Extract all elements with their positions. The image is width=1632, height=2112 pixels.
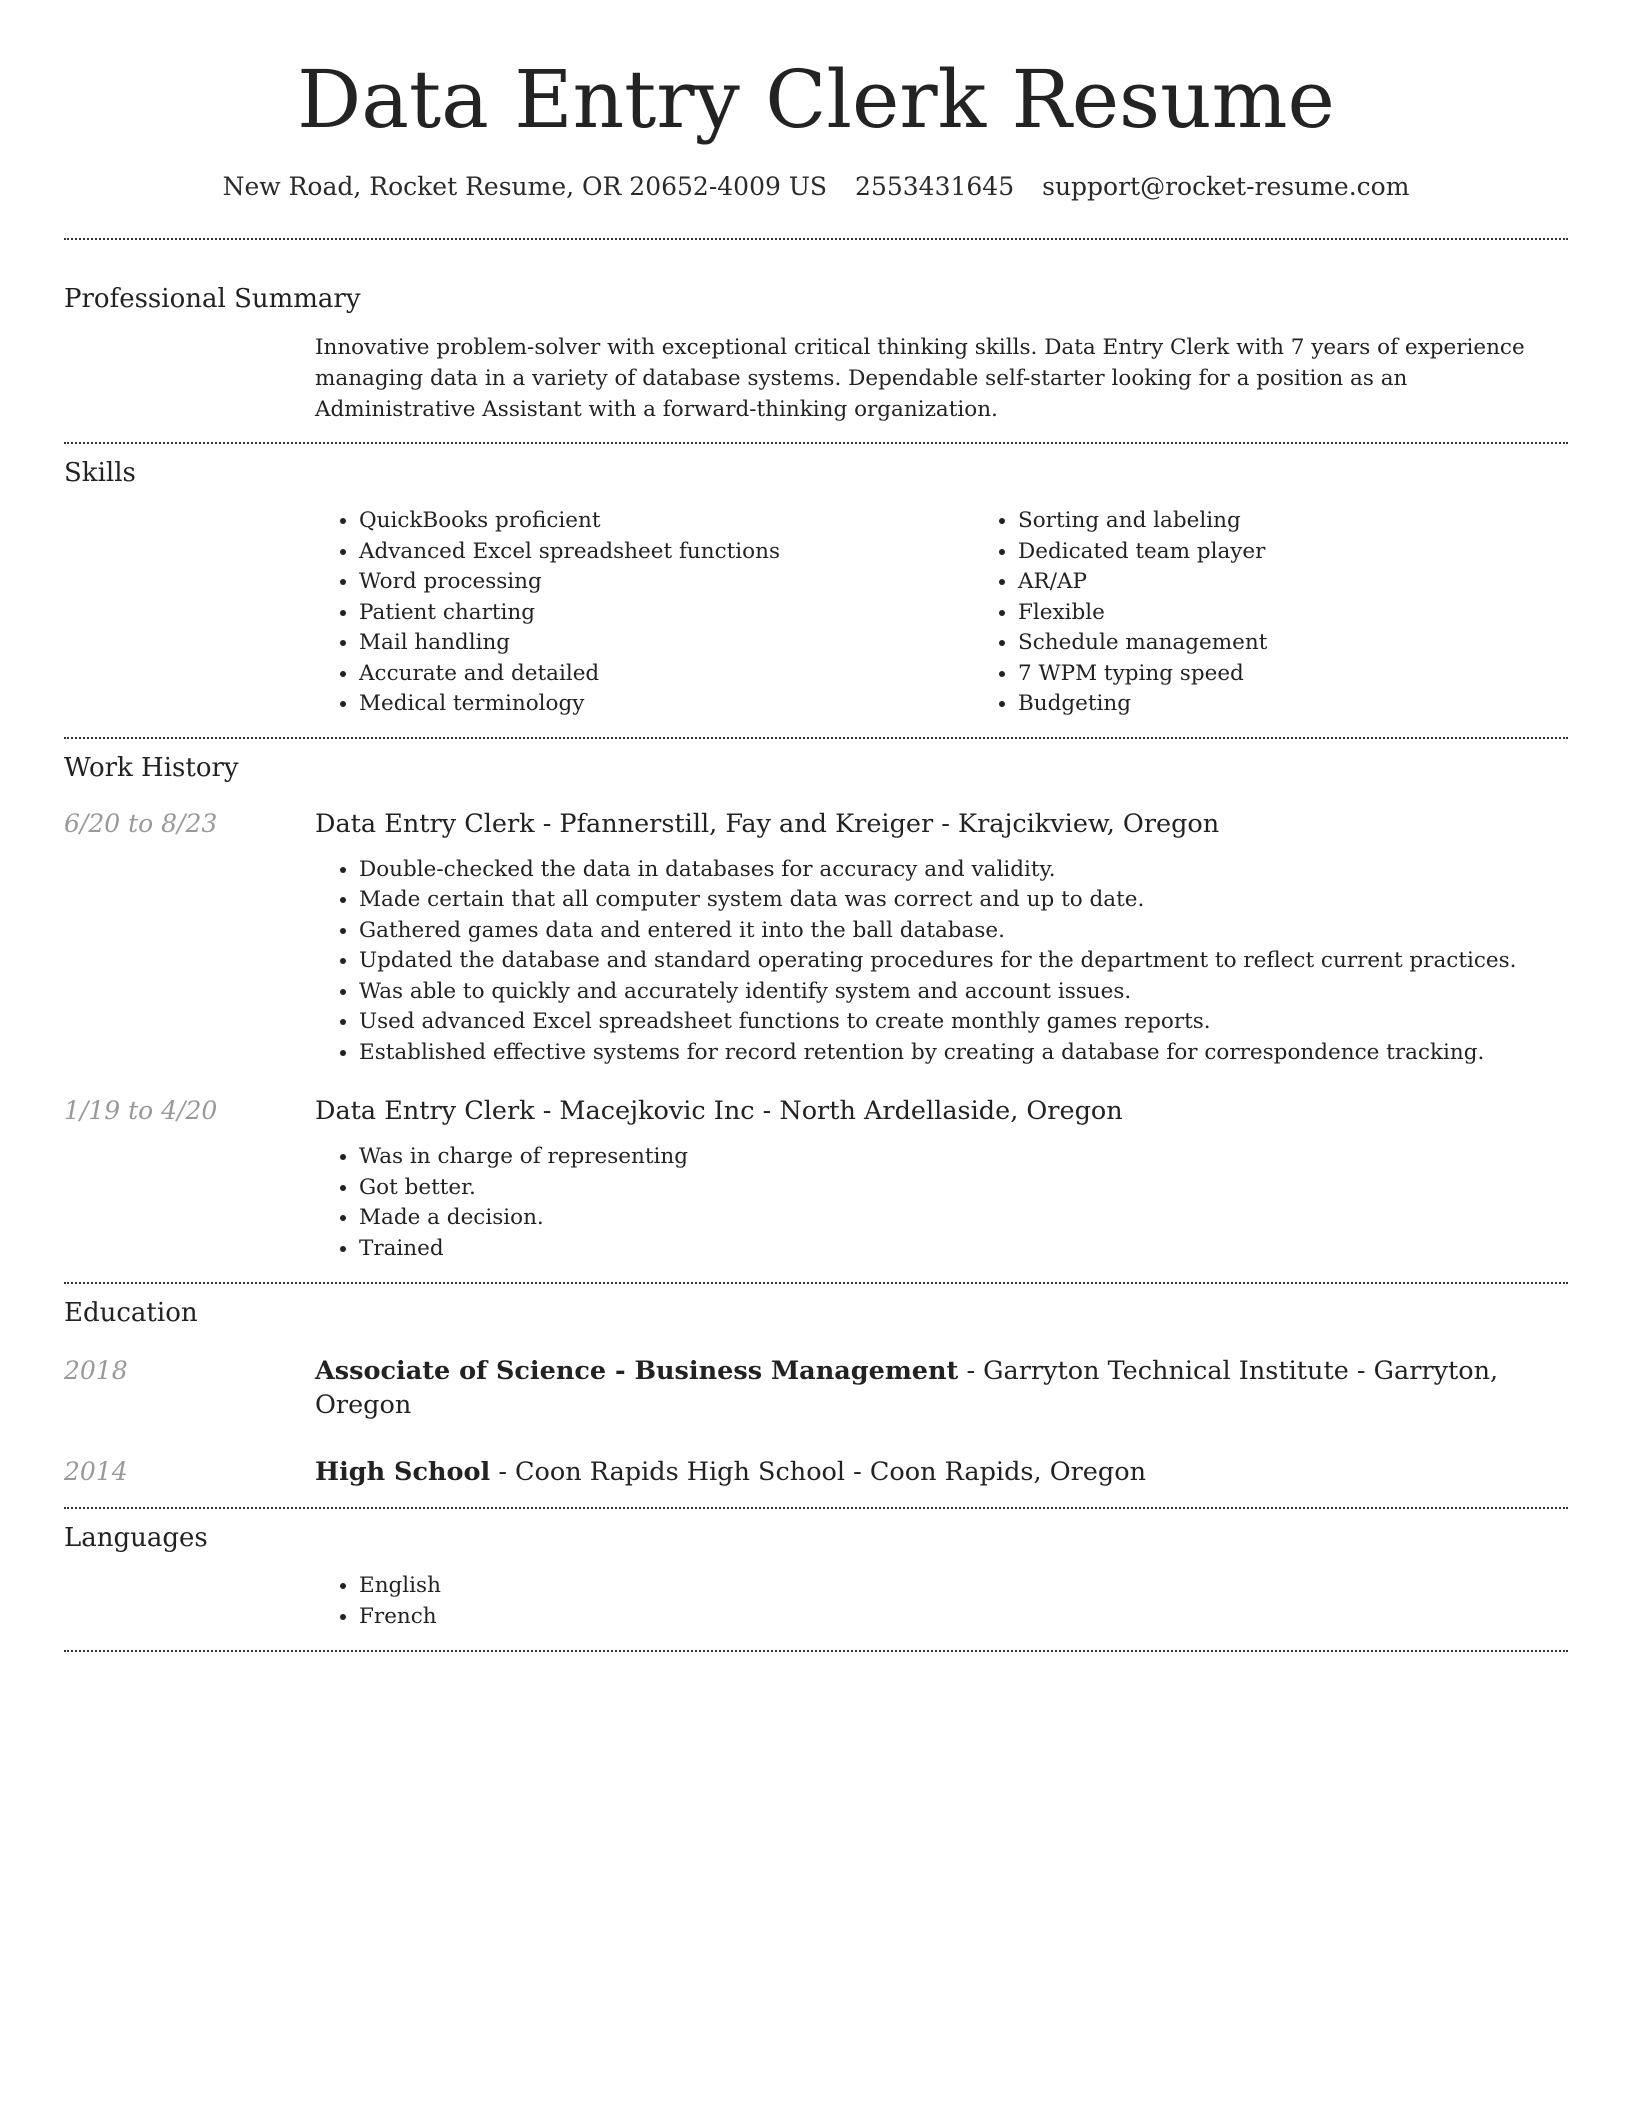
address-text: New Road, Rocket Resume, OR 20652-4009 US — [222, 172, 828, 201]
job-title: Data Entry Clerk — [315, 1096, 535, 1126]
skill-item: • Sorting and labeling — [1018, 506, 1632, 537]
education-school: - Coon Rapids High School - Coon Rapids, Oregon — [490, 1457, 1146, 1487]
languages-list — [315, 1571, 1568, 1632]
language-item: • English — [359, 1571, 1568, 1602]
job-bullet: • Established effective systems for record retention by creating a database for correspondence tracking. — [359, 1038, 1568, 1069]
phone-text: 2553431645 — [855, 172, 1015, 201]
job-heading: Data Entry Clerk - Pfannerstill, Fay and Kreiger - Krajcikview, Oregon — [315, 808, 1220, 839]
skills-list-1 — [315, 506, 974, 720]
languages-row — [64, 1571, 1568, 1632]
divider — [64, 1282, 1568, 1284]
job-bullets — [315, 855, 1568, 1069]
work-heading: Work History — [64, 752, 239, 783]
skills-list-2 — [974, 506, 1632, 720]
job-location: Krajcikview, Oregon — [958, 808, 1220, 839]
job-bullet: • Was able to quickly and accurately identify system and account issues. — [359, 977, 1568, 1008]
resume-page — [64, 0, 1568, 1652]
job-bullet: • Double-checked the data in databases for accuracy and validity. — [359, 855, 1568, 886]
skill-item: • QuickBooks proficient — [359, 506, 974, 537]
skill-item: • Mail handling — [359, 628, 974, 659]
job-company: Pfannerstill, Fay and Kreiger — [559, 808, 934, 839]
job-entry — [64, 1094, 1568, 1264]
skill-item: • Advanced Excel spreadsheet functions — [359, 537, 974, 568]
summary-heading: Professional Summary — [64, 284, 361, 314]
job-bullet: • Got better. — [359, 1173, 1568, 1204]
skill-item: • Schedule management — [1018, 628, 1632, 659]
job-heading: Data Entry Clerk - Macejkovic Inc - North Ardellaside, Oregon — [315, 1096, 1123, 1126]
skill-item: • Medical terminology — [359, 689, 974, 720]
job-bullet: • Used advanced Excel spreadsheet functions to create monthly games reports. — [359, 1007, 1568, 1038]
job-bullet: • Made certain that all computer system data was correct and up to date. — [359, 885, 1568, 916]
job-bullets — [315, 1142, 1568, 1264]
education-entry — [64, 1354, 1568, 1422]
skill-item: • Accurate and detailed — [359, 659, 974, 690]
education-degree: High School — [315, 1457, 491, 1487]
divider — [64, 737, 1568, 739]
job-bullet: • Trained — [359, 1234, 1568, 1265]
education-degree: Associate of Science - Business Management — [315, 1356, 959, 1386]
job-dates: 6/20 to 8/23 — [64, 808, 218, 838]
skill-item: • 7 WPM typing speed — [1018, 659, 1632, 690]
divider — [64, 442, 1568, 444]
education-heading: Education — [64, 1298, 198, 1328]
education-entry — [64, 1455, 1568, 1489]
divider — [64, 1507, 1568, 1509]
skill-item: • AR/AP — [1018, 567, 1632, 598]
education-year: 2018 — [64, 1356, 128, 1385]
skill-item: • Dedicated team player — [1018, 537, 1632, 568]
education-year: 2014 — [64, 1457, 128, 1486]
job-bullet: • Gathered games data and entered it into the ball database. — [359, 916, 1568, 947]
skill-item: • Patient charting — [359, 598, 974, 629]
summary-text: Innovative problem-solver with exceptional critical thinking skills. Data Entry Clerk with 7 years of experience managing data in a variety of database systems. Dependable self-starter looking for a position as an Administrative Assistant with a forward-thinking organization. — [315, 335, 1525, 422]
job-company: Macejkovic Inc — [559, 1096, 755, 1126]
resume-title: Data Entry Clerk Resume — [297, 53, 1335, 146]
skill-item: • Flexible — [1018, 598, 1632, 629]
skills-heading: Skills — [64, 458, 136, 488]
skills-row — [64, 506, 1568, 720]
education-school: - Garryton Technical Institute - Garryton, Oregon — [315, 1356, 1499, 1420]
language-item: • French — [359, 1602, 1568, 1633]
contact-line — [64, 170, 1568, 204]
job-bullet: • Updated the database and standard operating procedures for the department to reflect current practices. — [359, 946, 1568, 977]
skills-columns — [315, 506, 1632, 720]
job-bullet: • Made a decision. — [359, 1203, 1568, 1234]
job-bullet: • Was in charge of representing — [359, 1142, 1568, 1173]
skill-item: • Word processing — [359, 567, 974, 598]
skill-item: • Budgeting — [1018, 689, 1632, 720]
divider — [64, 238, 1568, 240]
job-title: Data Entry Clerk — [315, 808, 535, 839]
summary-row — [64, 332, 1568, 425]
job-entry — [64, 807, 1568, 1069]
email-link[interactable]: support@rocket-resume.com — [1042, 172, 1410, 201]
job-location: North Ardellaside, Oregon — [779, 1096, 1123, 1126]
languages-heading: Languages — [64, 1523, 208, 1553]
job-dates: 1/19 to 4/20 — [64, 1096, 218, 1125]
divider — [64, 1650, 1568, 1652]
